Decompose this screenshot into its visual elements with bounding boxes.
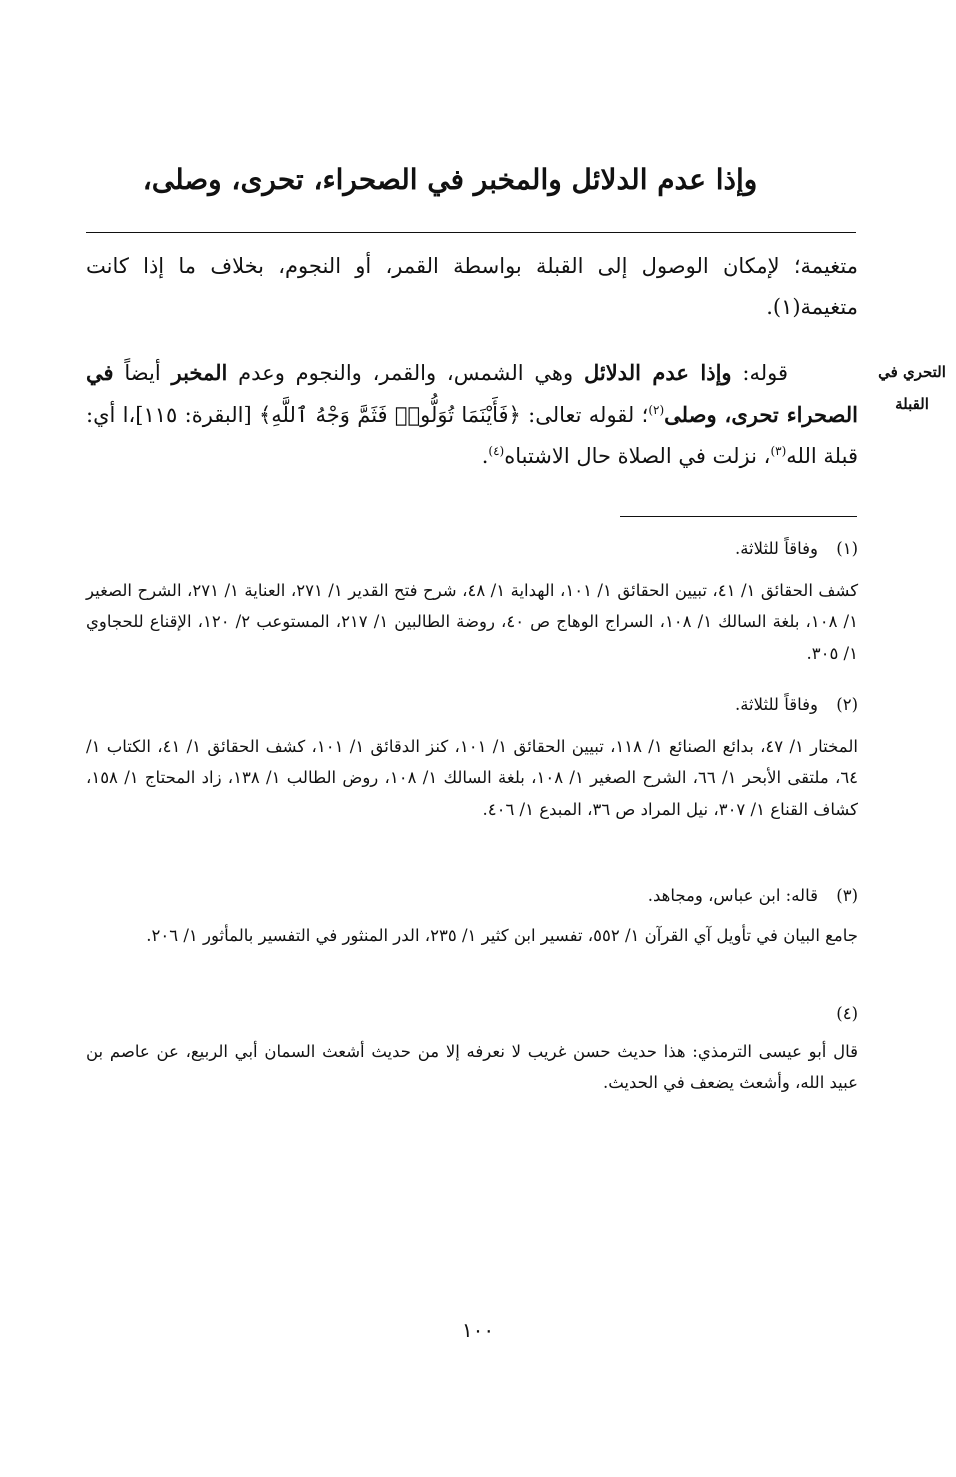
footnote-number: (١): [836, 539, 858, 558]
footnote-head: [86, 998, 858, 1030]
bold-run: وإذا عدم الدلائل: [583, 360, 732, 385]
footnote-body: جامع البيان في تأويل آي القرآن ١/ ٥٥٢، تفسير ابن كثير ١/ ٢٣٥، الدر المنثور في التفسير بالمأثور ١/ ٢٠٦.: [146, 925, 858, 945]
footnote-head-text: وفاقاً للثلاثة.: [734, 695, 818, 714]
footnote-marker: (٤): [488, 444, 505, 458]
text-run: أيضاً: [113, 361, 172, 385]
heading-divider: [86, 232, 856, 233]
footnotes-divider: [620, 516, 857, 517]
footnote-2: [86, 689, 858, 825]
footnote-body: كشف الحقائق ١/ ٤١، تبيين الحقائق ١/ ١٠١، الهداية ١/ ٤٨، شرح فتح القدير ١/ ٢٧١، العناية ١/ ٢٧١، الشرح الصغير ١/ ١٠٨، بلغة السالك ١/ ١٠٨، السراج الوهاج ص ٤٠، روضة الطالبين ١/ ٢١٧، المستوعب ٢/ ١٢٠، الإقناع للحجاوي ١/ ٣٠٥.: [86, 580, 859, 663]
footnote-number: (٣): [836, 886, 858, 905]
footnote-body-continued: قال أبو عيسى الترمذي: هذا حديث حسن غريب لا نعرفه إلا من حديث أشعث السمان أبي الربيع، عن عاصم بن عبيد الله، وأشعث يضعف في الحديث.: [86, 1041, 858, 1092]
page-number: ١٠٠: [461, 1318, 495, 1342]
text-run: .: [481, 444, 489, 468]
footnote-marker: (٢): [648, 403, 665, 417]
footnote-head-text: وفاقاً للثلاثة.: [734, 539, 818, 558]
footnote-marker: (٣): [770, 444, 787, 458]
footnote-head: [86, 689, 858, 721]
margin-note: التحري في القبلة: [878, 363, 946, 413]
footnote-1: [86, 533, 858, 669]
main-paragraph: [86, 352, 858, 477]
footnote-3: [86, 880, 858, 951]
footnote-head: [86, 533, 858, 565]
footnote-body: المختار ١/ ٤٧، بدائع الصنائع ١/ ١١٨، تبيين الحقائق ١/ ١٠١، كنز الدقائق ١/ ١٠١، كشف الحقائق ١/ ٤١، الكتاب ١/ ٦٤، ملتقى الأبحر ١/ ٦٦، الشرح الصغير ١/ ١٠٨، بلغة السالك ١/ ١٠٨، روض الطالب ١/ ١٣٨، زاد المحتاج ١/ ١٥٨، كشاف القناع ١/ ٣٠٧، نيل المراد ص ٣٦، المبدع ١/ ٤٠٦.: [86, 736, 859, 819]
text-run: ، نزلت في الصلاة حال الاشتباه: [504, 444, 771, 468]
bold-run: المخبر: [171, 360, 228, 385]
continuation-paragraph: متغيمة؛ لإمكان الوصول إلى القبلة بواسطة القمر، أو النجوم، بخلاف ما إذا كانت متغيمة(١).: [86, 254, 858, 319]
text-run: وهي الشمس، والقمر، والنجوم وعدم: [227, 361, 584, 385]
section-heading: وإذا عدم الدلائل والمخبر في الصحراء، تحرى، وصلى،: [142, 163, 758, 196]
bold-run: في الصحراء تحرى، وصلى: [86, 360, 858, 427]
footnote-number: (٢): [836, 695, 858, 714]
text-run: ؛ لقوله تعالى: ﴿فَأَيْنَمَا تُوَلُّوا۟ فَثَمَّ وَجْهُ ٱللَّهِ﴾ [البقرة: ١١٥]،ا أي: قبلة الله: [86, 403, 858, 468]
text-run: قوله:: [731, 361, 789, 385]
footnote-number: (٤): [836, 1004, 858, 1023]
footnote-4: [86, 998, 858, 1099]
footnote-head: [86, 880, 858, 912]
footnote-head-text: قاله: ابن عباس، ومجاهد.: [647, 886, 818, 905]
